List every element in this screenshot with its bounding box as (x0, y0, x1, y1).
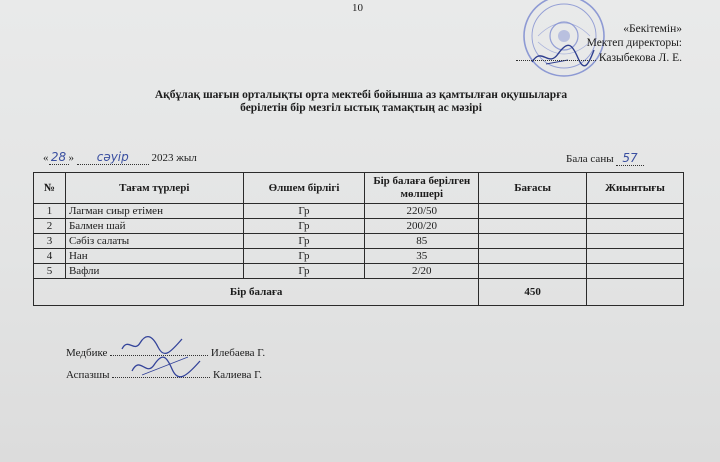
footer-total-empty (587, 279, 684, 306)
date-year: 2023 жыл (151, 152, 197, 164)
header-total: Жиынтығы (587, 173, 684, 204)
date-line: « 28 » сәуір 2023 жыл (43, 150, 197, 164)
menu-table (33, 172, 684, 306)
table-row (34, 234, 684, 249)
cook-signature-scribble (128, 353, 204, 379)
children-count-line (566, 151, 644, 165)
table-row (34, 219, 684, 234)
nurse-role: Медбике (66, 347, 108, 359)
signature-line (516, 50, 596, 61)
row-total (587, 234, 684, 249)
row-dish: Сәбіз салаты (65, 234, 243, 249)
table-footer-row (34, 279, 684, 306)
row-number: 3 (34, 234, 66, 249)
page-number: 10 (352, 2, 363, 14)
row-unit: Гр (243, 264, 365, 279)
date-day-field (49, 150, 69, 165)
row-total (587, 204, 684, 219)
approval-name-line (452, 50, 682, 65)
table-header-row (34, 173, 684, 204)
header-price: Бағасы (479, 173, 587, 204)
row-price (479, 234, 587, 249)
approval-position: Мектеп директоры: (586, 37, 682, 49)
row-dish: Лагман сиыр етімен (65, 204, 243, 219)
document-title-line1: Ақбұлақ шағын орталықты орта мектебі бойынша аз қамтылған оқушыларға (154, 89, 568, 101)
date-month-field (77, 150, 149, 165)
cook-signature-line (66, 367, 262, 381)
row-number: 4 (34, 249, 66, 264)
table-row (34, 249, 684, 264)
header-number: № (34, 173, 66, 204)
footer-value: 450 (479, 279, 587, 306)
children-count-value: 57 (616, 151, 643, 166)
row-total (587, 219, 684, 234)
row-amount: 220/50 (365, 204, 479, 219)
header-dish-type: Тағам түрлері (65, 173, 243, 204)
row-price (479, 219, 587, 234)
header-portion: Бір балаға берілген мөлшері (365, 173, 479, 204)
row-unit: Гр (243, 219, 365, 234)
footer-label: Бір балаға (34, 279, 479, 306)
children-count-label: Бала саны (566, 153, 614, 165)
row-amount: 85 (365, 234, 479, 249)
approval-block (452, 22, 682, 65)
row-unit: Гр (243, 234, 365, 249)
row-total (587, 249, 684, 264)
row-price (479, 264, 587, 279)
row-unit: Гр (243, 204, 365, 219)
row-dish: Нан (65, 249, 243, 264)
cook-role: Аспазшы (66, 369, 110, 381)
row-dish: Вафли (65, 264, 243, 279)
row-number: 1 (34, 204, 66, 219)
row-number: 2 (34, 219, 66, 234)
header-unit: Өлшем бірлігі (243, 173, 365, 204)
approval-name: Казыбекова Л. Е. (598, 52, 682, 64)
nurse-name: Илебаева Г. (210, 347, 266, 359)
table-row (34, 204, 684, 219)
row-unit: Гр (243, 249, 365, 264)
row-number: 5 (34, 264, 66, 279)
document-title (100, 89, 622, 115)
document-title-line2: берілетін бір мезгіл ыстық тамақтың ас мәзірі (240, 102, 482, 114)
row-price (479, 249, 587, 264)
cook-signature (112, 367, 210, 378)
row-dish: Балмен шай (65, 219, 243, 234)
row-amount: 35 (365, 249, 479, 264)
row-price (479, 204, 587, 219)
row-amount: 200/20 (365, 219, 479, 234)
approval-title: «Бекітемін» (623, 23, 682, 35)
cook-name: Калиева Г. (213, 369, 263, 381)
row-amount: 2/20 (365, 264, 479, 279)
date-day: 28 (50, 150, 67, 164)
row-total (587, 264, 684, 279)
date-month: сәуір (96, 150, 129, 164)
table-row (34, 264, 684, 279)
